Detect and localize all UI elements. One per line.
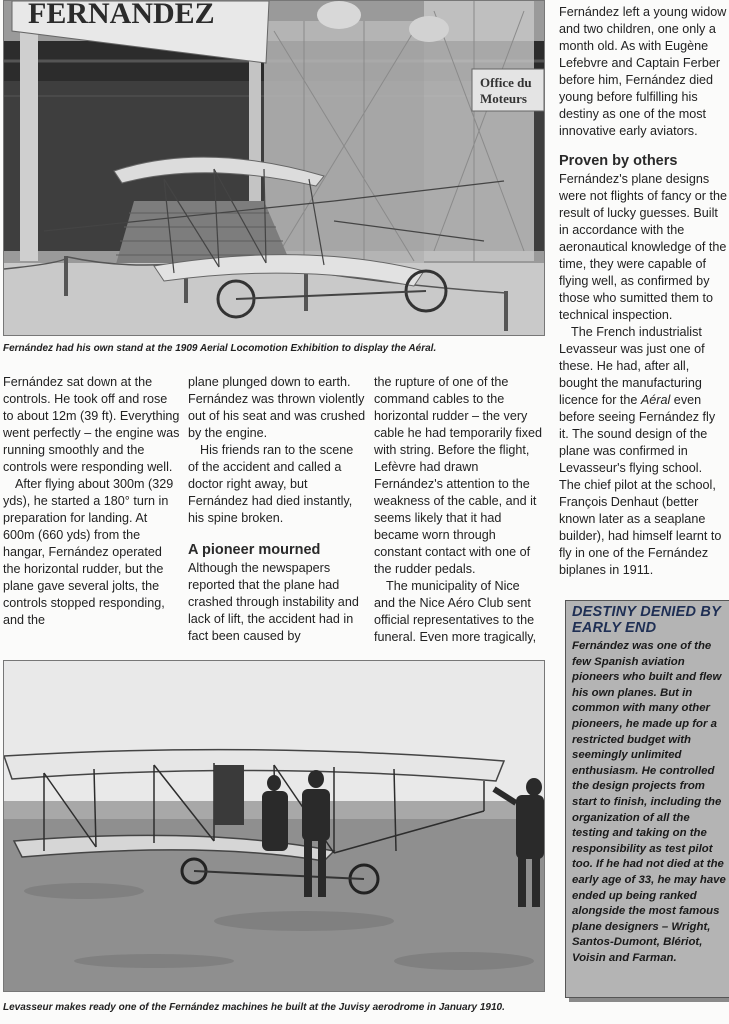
column-4-paragraph-1: Fernández left a young widow and two children, one only a month old. As with Eugène Lefebvre and Captain Ferber before him, Fernández died young before fulfilling his destiny as one of the most innovative early aviators. xyxy=(559,5,727,138)
exhibition-stand-photo xyxy=(3,0,545,336)
column-2-paragraph-2: His friends ran to the scene of the accident and called a doctor right away, but Fernández had died instantly, his spine broken. xyxy=(188,443,354,525)
column-2-paragraph-1: plane plunged down to earth. Fernández was thrown violently out of his seat and was crushed by the engine. xyxy=(188,375,366,440)
column-4-paragraph-3 xyxy=(559,324,727,579)
paragraph-3-start: The French industrialist Levasseur was just one of these. He had, after all, bought the manufacturing licence for the xyxy=(559,325,705,407)
article-column-2 xyxy=(188,374,366,645)
exhibition-stand-illustration xyxy=(4,1,544,335)
article-column-3 xyxy=(374,374,542,646)
column-3-paragraph-2: The municipality of Nice and the Nice Aéro Club sent official representatives to the funeral. Even more tragically, xyxy=(374,579,537,644)
sidebar-title: DESTINY DENIED BY EARLY END xyxy=(572,604,721,636)
fernandez-sign-text: FERNANDEZ xyxy=(28,1,215,30)
column-3-paragraph-1: the rupture of one of the command cables to the horizontal rudder – the very cable he had temporarily fixed with string. Before the flight, Lefèvre had drawn Fernández's attention to the weakness of the cable, and it seems likely that it had became worn through constant contact with one of the rudder pedals. xyxy=(374,375,543,576)
aeral-name: Aéral xyxy=(640,393,671,407)
destiny-denied-sidebar xyxy=(565,600,729,998)
paragraph-3-end: even before seeing Fernández fly it. The sound design of the plane was confirmed in Levasseur's flying school. The chief pilot at the school, François Denhaut (better known later as a seaplane builder), had himself learnt to fly in one of the Fernández biplanes in 1911. xyxy=(559,393,722,577)
biplane-illustration xyxy=(4,661,544,991)
office-sign-text: Office du xyxy=(480,75,532,90)
column-2-paragraph-3: Although the newspapers reported that the plane had crashed through instability and lack of lift, the accident had in fact been caused by xyxy=(188,561,359,643)
article-column-4 xyxy=(559,4,727,579)
sidebar-body: Fernández was one of the few Spanish aviation pioneers who built and flew his own planes. But in common with many other pioneers, he made up for a restricted budget with seemingly unlimited enthusiasm. He controlled the design projects from start to finish, including the organization of all the testing and taking on the responsibility as test pilot too. If he had not died at the early age of 33, he may have ended up being ranked alongside the most famous plane designers – Wright, Santos-Dumont, Blériot, Voisin and Farman. xyxy=(572,640,726,964)
pioneer-mourned-heading: A pioneer mourned xyxy=(188,542,321,558)
proven-by-others-heading: Proven by others xyxy=(559,153,678,169)
column-1-paragraph-2: After flying about 300m (329 yds), he started a 180° turn in preparation for landing. At 600m (660 yds) from the hangar, Fernández operated the horizontal rudder, but the plane gave several jolts, the controls stopped responding, and the xyxy=(3,477,174,627)
column-1-paragraph-1: Fernández sat down at the controls. He took off and rose to about 12m (39 ft). Everything went perfectly – the engine was running smoothly and the controls were responding well. xyxy=(3,375,180,474)
juvisy-biplane-photo xyxy=(3,660,545,992)
biplane-photo-caption: Levasseur makes ready one of the Fernández machines he built at the Juvisy aerodrome in January 1910. xyxy=(3,1002,505,1013)
article-column-1 xyxy=(3,374,181,629)
exhibition-photo-caption: Fernández had his own stand at the 1909 Aerial Locomotion Exhibition to display the Aéral. xyxy=(3,343,437,354)
moteurs-sign-text: Moteurs xyxy=(480,91,527,106)
column-4-paragraph-2: Fernández's plane designs were not flights of fancy or the result of lucky guesses. Built in accordance with the aeronautical knowledge of the time, they were capable of flying well, as confirmed by those who sumitted them to technical inspection. xyxy=(559,172,728,322)
